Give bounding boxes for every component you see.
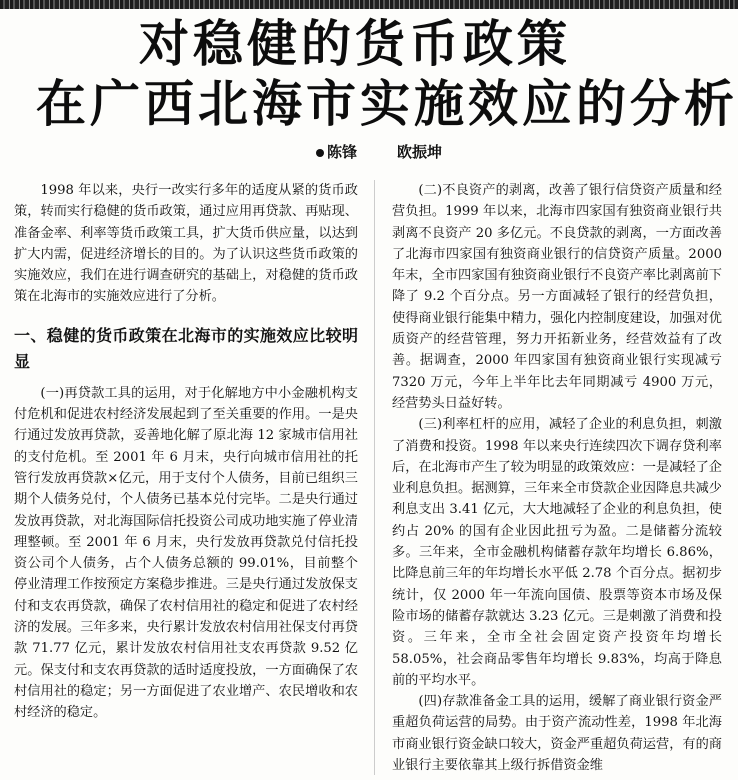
author-name-2: 欧振坤 — [397, 143, 443, 161]
column-divider — [374, 180, 375, 775]
bullet-dot-icon — [316, 149, 324, 157]
intro-paragraph: 1998 年以来，央行一改实行多年的适度从紧的货币政策，转而实行稳健的货币政策，通过应用再贷款、再贴现、准备金率、利率等货币政策工具，扩大货币供应量，以达到扩大内需，促进经济增长的目的。为了认识这些货币政策的实施效应，我们在进行调查研究的基础上，对稳健的货币政策在北海市的实施效应进行了分析。 — [14, 183, 358, 305]
section-heading: 一、稳健的货币政策在北海市的实施效应比较明显 — [14, 325, 358, 371]
paragraph-interest-rate: (三)利率杠杆的应用，减轻了企业的利息负担，刺激了消费和投资。1998 年以来央行连续四次下调存贷利率后，在北海市产生了较为明显的政策效应：一是减轻了企业利息负担。据测算，三年来全市贷款企业因降息共减少利息支出 3.41 亿元，大大地减轻了企业的利息负担，使约占 20% 的国有企业因此扭亏为盈。二是储蓄分流较多。三年来，全市金融机构储蓄存款年均增长 6.86%，比降息前三年的年均增长水平低 2.78 个百分点。据初步统计，仅 2000 年一年流向国债、股票等资本市场及保险市场的储蓄存款就达 3.23 亿元。三是刺激了消费和投资。三年来，全市全社会固定资产投资年均增长 58.05%，社会商品零售年均增长 9.83%，均高于降息前的平均水平。 — [392, 417, 722, 688]
right-column — [392, 180, 722, 776]
paragraph-reserve-requirement: (四)存款准备金工具的运用，缓解了商业银行资金严重超负荷运营的局势。由于资产流动性差，1998 年北海市商业银行资金缺口较大，资金严重超负荷运营，有的商业银行主要依靠其上级行拆借资金维 — [392, 694, 722, 774]
article-title-line-2: 在广西北海市实施效应的分析 — [36, 75, 738, 133]
author-name-1: 陈锋 — [327, 143, 358, 161]
paragraph-rediscount: (一)再贷款工具的运用，对于化解地方中小金融机构支付危机和促进农村经济发展起到了至关重要的作用。一是央行通过发放再贷款，妥善地化解了原北海 12 家城市信用社的支付危机。至 2001 年 6 月末，央行向城市信用社的托管行发放再贷款×亿元，用于支付个人债务，目前已组织三期个人债务兑付，个人债务已基本兑付完毕。二是央行通过发放再贷款，对北海国际信托投资公司成功地实施了停业清理整顿。至 2001 年 6 月末，央行发放再贷款兑付信托投资公司个人债务，占个人债务总额的 99.01%，目前整个停业清理工作按预定方案稳步推进。三是央行通过发放保支付和支农再贷款，确保了农村信用社的稳定和促进了农村经济的发展。三年多来，央行累计发放农村信用社保支付再贷款 71.77 亿元，累计发放农村信用社支农再贷款 9.52 亿元。保支付和支农再贷款的适时适度投放，一方面确保了农村信用社的稳定；另一方面促进了农业增产、农民增收和农村经济的稳定。 — [14, 385, 358, 721]
author-byline — [316, 141, 442, 162]
paragraph-nonperforming-assets: (二)不良资产的剥离，改善了银行信贷资产质量和经营负担。1999 年以来，北海市四家国有独资商业银行共剥离不良资产 20 多亿元。不良贷款的剥离，一方面改善了北海市四家国有独资商业银行的信贷资产质量。2000 年末，全市四家国有独资商业银行不良资产率比剥离前下降了 9.2 个百分点。另一方面减轻了银行的经营负担，使得商业银行能集中精力，强化内控制度建设，加强对优质资产的经营管理，努力开拓新业务，经营效益有了改善。据调查，2000 年四家国有独资商业银行实现减亏 7320 万元，今年上半年比去年同期减亏 4900 万元，经营势头日益好转。 — [392, 183, 722, 411]
left-column — [14, 180, 358, 724]
article-title-line-1: 对稳健的货币政策 — [139, 15, 571, 73]
page-top-edge — [0, 0, 738, 9]
